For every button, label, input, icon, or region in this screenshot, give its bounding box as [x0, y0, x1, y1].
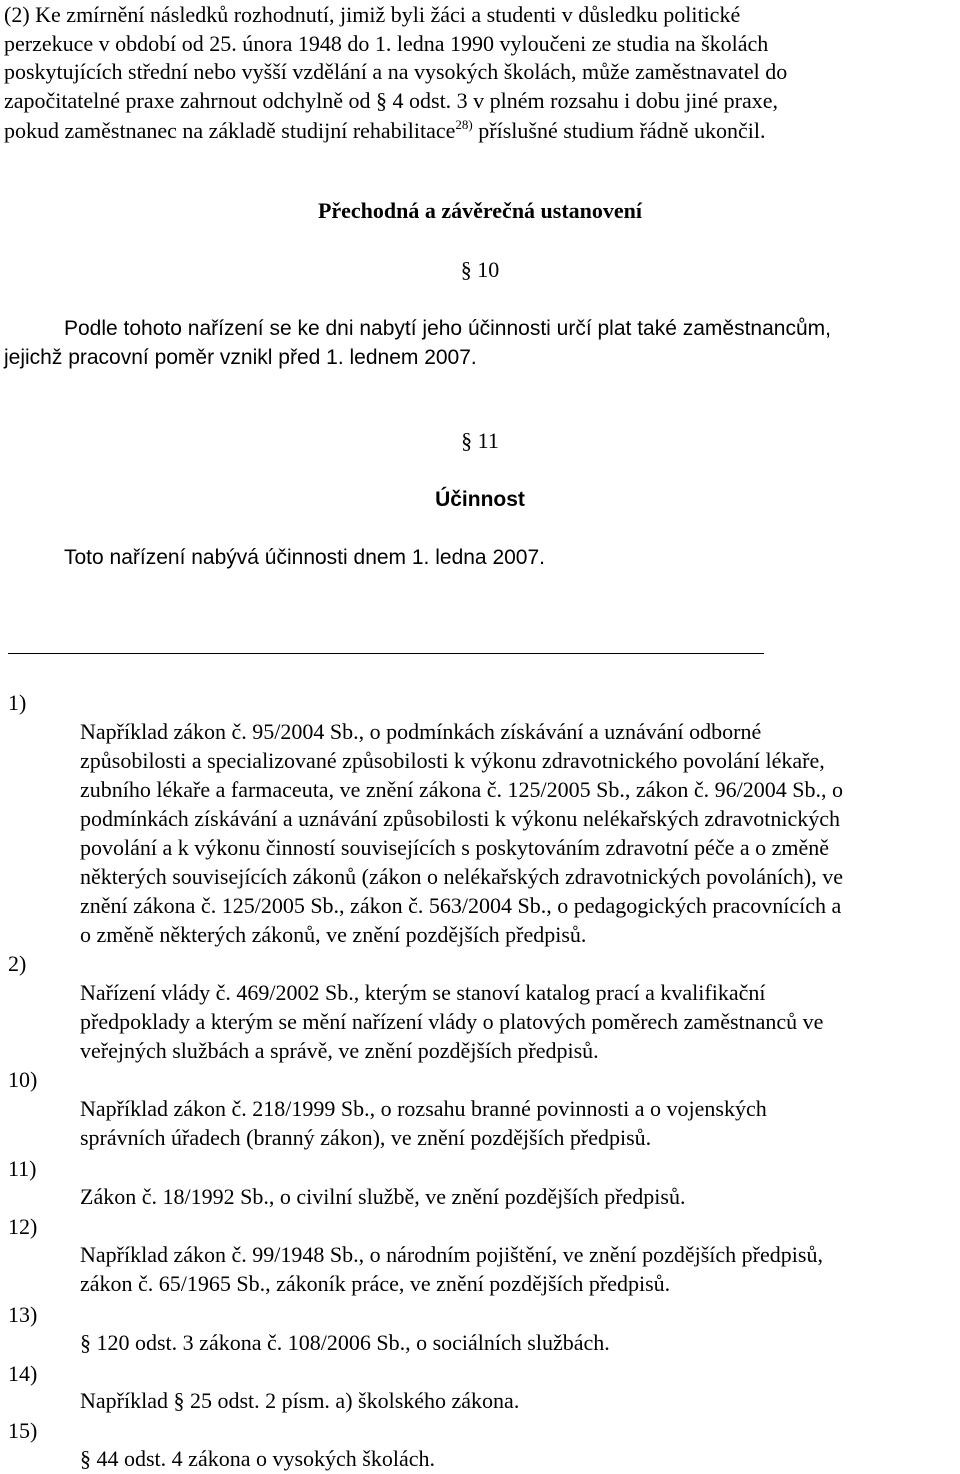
- footnote-15-line: § 44 odst. 4 zákona o vysokých školách.: [80, 1446, 435, 1471]
- footnote-10-line: Například zákon č. 218/1999 Sb., o rozsahu branné povinnosti a o vojenských: [80, 1096, 767, 1121]
- intro-line-2: perzekuce v období od 25. února 1948 do 1. ledna 1990 vyloučeni ze studia na školách: [4, 31, 769, 56]
- footnote-11-line: Zákon č. 18/1992 Sb., o civilní službě, ve znění pozdějších předpisů.: [80, 1184, 686, 1209]
- footnote-separator: [8, 653, 764, 654]
- footnote-1-line: o změně některých zákonů, ve znění pozdějších předpisů.: [80, 922, 587, 947]
- footnote-2-line: předpoklady a kterým se mění nařízení vlády o platových poměrech zaměstnanců ve: [80, 1009, 824, 1034]
- footnote-1-line: způsobilosti a specializované způsobilosti k výkonu zdravotnického povolání lékaře,: [80, 748, 825, 773]
- intro-line-4: započitatelné praxe zahrnout odchylně od § 4 odst. 3 v plném rozsahu i dobu jiné praxe,: [4, 88, 779, 113]
- footnote-number-14: 14): [8, 1361, 38, 1386]
- section-heading: Přechodná a závěrečná ustanovení: [317, 198, 643, 223]
- footnote-1-line: zubního lékaře a farmaceuta, ve znění zákona č. 125/2005 Sb., zákon č. 96/2004 Sb., o: [80, 777, 844, 802]
- paragraph-11-title: Účinnost: [435, 488, 525, 511]
- footnote-2-line: Nařízení vlády č. 469/2002 Sb., kterým se stanoví katalog prací a kvalifikační: [80, 980, 766, 1005]
- footnote-13-line: § 120 odst. 3 zákona č. 108/2006 Sb., o sociálních službách.: [80, 1330, 610, 1355]
- intro-line-5: [4, 116, 765, 145]
- intro-line-1: (2) Ke zmírnění následků rozhodnutí, jimiž byli žáci a studenti v důsledku politické: [4, 2, 741, 27]
- paragraph-10-line-1: Podle tohoto nařízení se ke dni nabytí jeho účinnosti určí plat také zaměstnancům,: [64, 317, 831, 340]
- intro-line-5-end: příslušné studium řádně ukončil.: [472, 118, 766, 143]
- footnote-1-line: podmínkách získávání a uznávání způsobilosti k výkonu nelékařských zdravotnických: [80, 806, 841, 831]
- footnote-12-line: zákon č. 65/1965 Sb., zákoník práce, ve znění pozdějších předpisů.: [80, 1271, 671, 1296]
- paragraph-11-text: Toto nařízení nabývá účinnosti dnem 1. ledna 2007.: [64, 546, 545, 569]
- footnote-ref-28: 28): [455, 117, 473, 132]
- footnote-14-line: Například § 25 odst. 2 písm. a) školského zákona.: [80, 1388, 520, 1413]
- footnote-1-line: některých souvisejících zákonů (zákon o nelékařských zdravotnických povoláních), ve: [80, 864, 843, 889]
- footnote-number-12: 12): [8, 1214, 38, 1239]
- footnote-number-13: 13): [8, 1302, 38, 1327]
- footnote-number-10: 10): [8, 1067, 38, 1092]
- intro-line-5-text: pokud zaměstnanec na základě studijní rehabilitace: [4, 118, 456, 143]
- footnote-1-line: Například zákon č. 95/2004 Sb., o podmínkách získávání a uznávání odborné: [80, 719, 762, 744]
- footnote-number-1: 1): [8, 690, 27, 715]
- footnote-number-2: 2): [8, 951, 27, 976]
- footnote-number-15: 15): [8, 1418, 38, 1443]
- footnote-1-line: povolání a k výkonu činností souvisejících s poskytováním zdravotní péče a o změně: [80, 835, 830, 860]
- footnote-12-line: Například zákon č. 99/1948 Sb., o národním pojištění, ve znění pozdějších předpisů,: [80, 1242, 823, 1267]
- footnote-10-line: správních úřadech (branný zákon), ve znění pozdějších předpisů.: [80, 1125, 652, 1150]
- paragraph-10-line-2: jejichž pracovní poměr vznikl před 1. lednem 2007.: [4, 346, 477, 369]
- paragraph-11-number: § 11: [461, 428, 499, 453]
- footnote-1-line: znění zákona č. 125/2005 Sb., zákon č. 563/2004 Sb., o pedagogických pracovnících a: [80, 893, 842, 918]
- footnote-number-11: 11): [8, 1156, 37, 1181]
- footnote-2-line: veřejných službách a správě, ve znění pozdějších předpisů.: [80, 1038, 599, 1063]
- paragraph-10-number: § 10: [460, 257, 500, 282]
- intro-line-3: poskytujících střední nebo vyšší vzdělání a na vysokých školách, může zaměstnavatel do: [4, 59, 788, 84]
